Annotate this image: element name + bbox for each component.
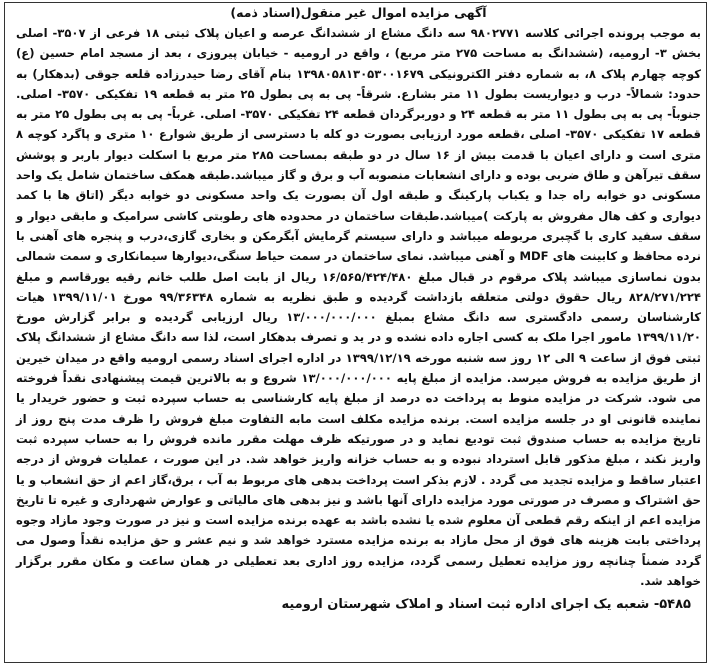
notice-footer-signature: ۵۴۸۵- شعبه یک اجرای اداره ثبت اسناد و املاک شهرستان ارومیه	[281, 597, 691, 613]
notice-title: آگهی مزایده اموال غیر منقول(اسناد ذمه)	[230, 5, 487, 20]
auction-notice	[16, 4, 701, 615]
notice-body: به موجب پرونده اجرائی کلاسه ۹۸۰۲۷۷۱ سه دانگ مشاع از ششدانگ عرصه و اعیان پلاک ثبتی ۱۸ فرعی از ۳۵۰۷- اصلی بخش ۳- ارومیه، (ششدانگ به مساحت ۲۷۵ متر مربع) ، واقع در ارومیه - خیابان پیروزی ، بعد از مسجد امام حسین (ع) کوچه چهارم پلاک ۸، به شماره دفتر الکترونیکی ۱۳۹۸۰۵۸۱۳۰۵۳۰۰۱۶۷۹ بنام آقای رضا حیدرزاده قلعه جوقی (بدهکار) به حدود: شمالاً- درب و دیواریست بطول ۱۱ متر بشارع. شرقاً- پی به پی بطول ۲۵ متر به قطعه ۱۹ تفکیکی ۳۵۷۰- اصلی. جنوباً- پی به پی بطول ۱۱ متر به قطعه ۲۴ و دوربرگردان قطعه ۲۴ تفکیکی ۳۵۷۰- اصلی. غرباً- پی به پی بطول ۲۵ متر به قطعه ۱۷ تفکیکی ۳۵۷۰- اصلی ،قطعه مورد ارزیابی بصورت دو کله با دسترسی از طریق شوارع ۱۰ متری و پاگرد کوچه ۸ متری است و دارای اعیان با قدمت بیش از ۱۶ سال در دو طبقه بمساحت ۲۸۵ متر مربع با اسکلت دیوار باربر و پوشش سقف تیرآهن و طاق ضربی بوده و دارای انشعابات منصوبه آب و برق و گاز میباشد.طبقه همکف ساختمان شامل یک واحد مسکونی دو خوابه راه جدا و یکباب پارکینگ و طبقه اول آن بصورت یک واحد مسکونی دو خوابه دیگر (اتاق ها با کمد دیواری و کف هال مفروش به پارکت )میباشد.طبقات ساختمان در محدوده های رطوبتی کاشی سرامیک و مابقی دیوار و سقف سفید کاری با گچبری مربوطه میباشد و دارای سیستم گرمایش آبگرمکن و بخاری گازی،درب و پنجره های آهنی با نرده محافظ و کابینت های MDF و آهنی میباشد. نمای ساختمان در سمت حیاط سنگی،دیوارها سیمانکاری و سمت شمالی بدون نماسازی میباشد پلاک مرقوم در قبال مبلغ ۱۶/۵۶۵/۴۲۴/۴۸۰ ریال از بابت اصل طلب خانم رقیه یورقاسم و مبلغ ۸۲۸/۲۷۱/۲۲۴ ریال حقوق دولتی متعلقه بازداشت گردیده و طبق نظریه به شماره ۹۹/۳۶۳۴۸ مورخ ۱۳۹۹/۱۱/۰۱ هیات کارشناسان رسمی دادگستری سه دانگ مشاع بمبلغ ۱۳/۰۰۰/۰۰۰/۰۰۰ ریال ارزیابی گردیده و برابر گزارش مورخ ۱۳۹۹/۱۱/۲۰ مامور اجرا ملک به کسی اجاره داده نشده و در ید و تصرف بدهکار است، لذا سه دانگ مشاع از ششدانگ پلاک ثبتی فوق از ساعت ۹ الی ۱۲ روز سه شنبه مورخه ۱۳۹۹/۱۲/۱۹ در اداره اجرای اسناد رسمی ارومیه واقع در میدان خیرین از طریق مزایده به فروش میرسد. مزایده از مبلغ پایه ۱۳/۰۰۰/۰۰۰/۰۰۰ شروع و به بالاترین قیمت پیشنهادی نقداً فروخته می شود. شرکت در مزایده منوط به پرداخت ده درصد از مبلغ پایه کارشناسی به حساب سپرده ثبت و حضور خریدار یا نماینده قانونی او در جلسه مزایده است. برنده مزایده مکلف است مابه التفاوت مبلغ فروش را ظرف مدت پنج روز از تاریخ مزایده به حساب صندوق ثبت تودیع نماید و در صورتیکه ظرف مهلت مقرر مانده فروش را به حساب سپرده ثبت واریز نکند ، مبلغ مذکور قابل استرداد نبوده و به حساب خزانه واریز خواهد شد. در این صورت ، عملیات فروش از درجه اعتبار ساقط و مزایده تجدید می گردد . لازم بذکر است پرداخت بدهی های مربوط به آب ، برق،گاز اعم از حق انشعاب و یا حق اشتراک و مصرف در صورتی مورد مزایده دارای آنها باشد و نیز بدهی های مالیاتی و عوارض شهرداری و غیره تا تاریخ مزایده اعم از اینکه رقم قطعی آن معلوم شده یا نشده باشد به عهده برنده مزایده است و نیز در صورت وجود مازاد وجوه پرداختی بابت هزینه های فوق از محل مازاد به برنده مزایده مسترد خواهد شد و نیم عشر و حق مزایده نقداً وصول می گردد ضمناً چنانچه روز مزایده تعطیل رسمی گردد، مزایده روز اداری بعد تعطیلی در همان ساعت و مکان مقرر برگزار خواهد شد.	[16, 26, 702, 589]
